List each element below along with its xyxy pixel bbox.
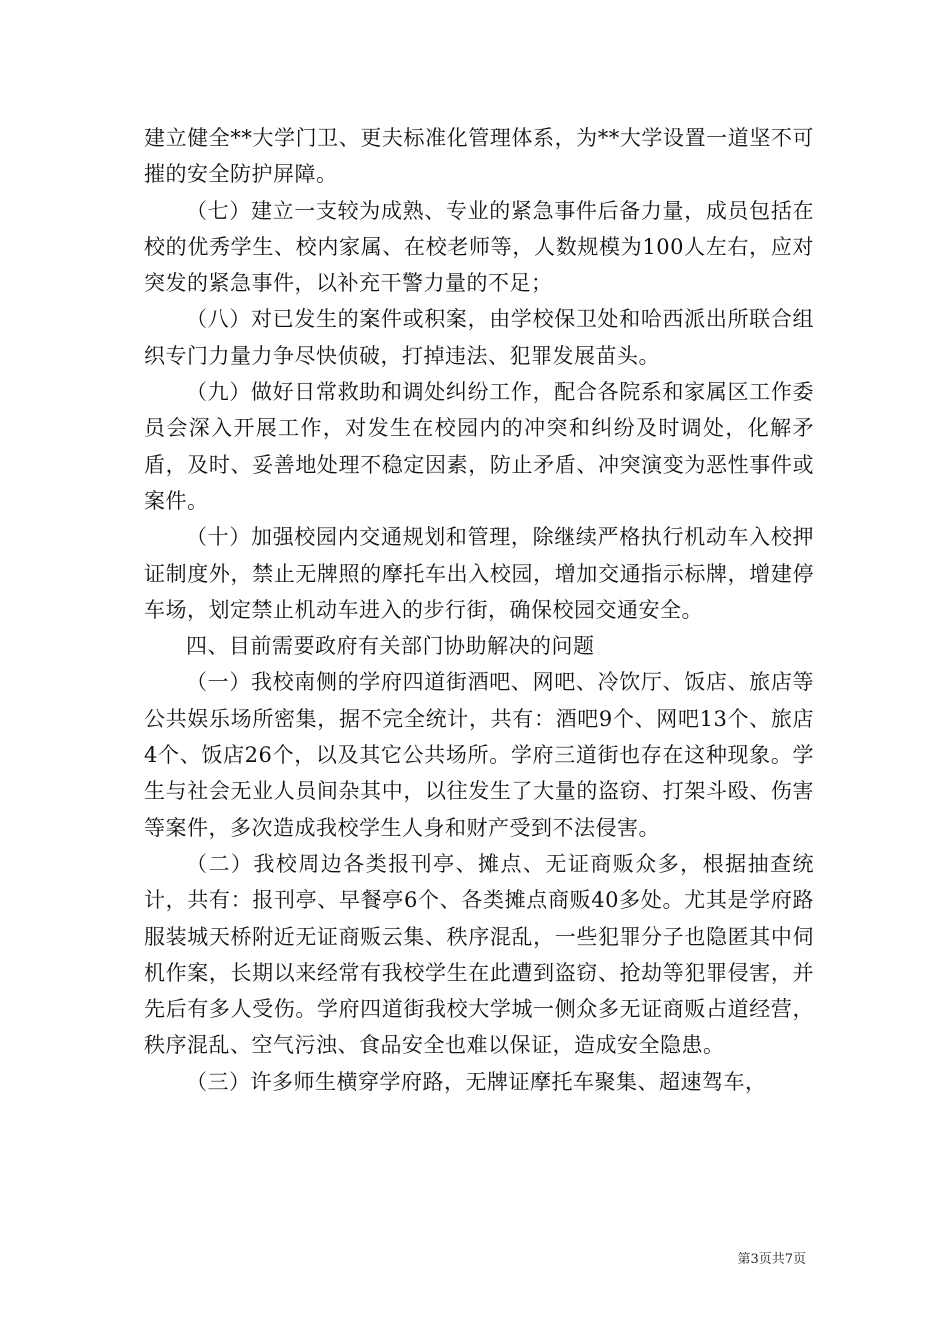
paragraph-6: （一）我校南侧的学府四道街酒吧、网吧、冷饮厅、饭店、旅店等公共娱乐场所密集，据不完全统计，共有：酒吧9个、网吧13个、旅店4个、饭店26个，以及其它公共场所。学府三道街也存在这种现象。学生与社会无业人员间杂其中，以往发生了大量的盗窃、打架斗殴、伤害等案件，多次造成我校学生人身和财产受到不法侵害。: [144, 670, 814, 840]
paragraph-1: 建立健全**大学门卫、更夫标准化管理体系，为**大学设置一道坚不可摧的安全防护屏障。: [144, 126, 814, 187]
section-heading: 四、目前需要政府有关部门协助解决的问题: [186, 634, 595, 659]
paragraph-4: （九）做好日常救助和调处纠纷工作，配合各院系和家属区工作委员会深入开展工作，对发生在校园内的冲突和纠纷及时调处，化解矛盾，及时、妥善地处理不稳定因素，防止矛盾、冲突演变为恶性事件或案件。: [144, 380, 814, 513]
page-number: 第3页共7页: [737, 1252, 806, 1267]
paragraph-7: （二）我校周边各类报刊亭、摊点、无证商贩众多，根据抽查统计，共有：报刊亭、早餐亭6个、各类摊点商贩40多处。尤其是学府路服装城天桥附近无证商贩云集、秩序混乱，一些犯罪分子也隐匿其中伺机作案，长期以来经常有我校学生在此遭到盗窃、抢劫等犯罪侵害，并先后有多人受伤。学府四道街我校大学城一侧众多无证商贩占道经营，秩序混乱、空气污浊、食品安全也难以保证，造成安全隐患。: [144, 851, 814, 1058]
paragraph-3: （八）对已发生的案件或积案，由学校保卫处和哈西派出所联合组织专门力量力争尽快侦破，打掉违法、犯罪发展苗头。: [144, 307, 814, 368]
paragraph-5: （十）加强校园内交通规划和管理，除继续严格执行机动车入校押证制度外，禁止无牌照的摩托车出入校园，增加交通指示标牌，增建停车场，划定禁止机动车进入的步行街，确保校园交通安全。: [144, 525, 814, 622]
paragraph-8: （三）许多师生横穿学府路，无牌证摩托车聚集、超速驾车，: [186, 1069, 767, 1094]
document-body: [144, 120, 814, 1100]
paragraph-2: （七）建立一支较为成熟、专业的紧急事件后备力量，成员包括在校的优秀学生、校内家属、在校老师等，人数规模为100人左右，应对突发的紧急事件，以补充干警力量的不足；: [144, 198, 814, 296]
